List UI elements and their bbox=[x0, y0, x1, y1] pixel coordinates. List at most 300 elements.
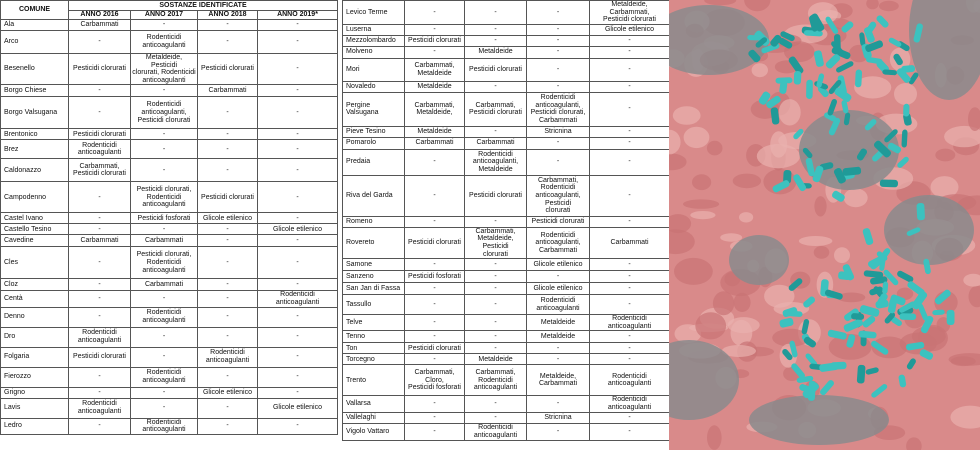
cell-y2019: Rodenticidi anticoagulanti bbox=[590, 396, 670, 412]
pink-crystal bbox=[779, 99, 801, 125]
table-row bbox=[1, 247, 338, 279]
table-row bbox=[343, 216, 670, 227]
cell-y2018: - bbox=[198, 247, 258, 279]
cell-y2016: Carbammati bbox=[405, 137, 465, 149]
cell-y2017: Pesticidi fosforati bbox=[131, 213, 198, 224]
cell-y2019: - bbox=[258, 140, 338, 159]
cell-y2018: - bbox=[198, 20, 258, 31]
cell-y2016: - bbox=[405, 412, 465, 423]
cell-y2016: - bbox=[69, 307, 131, 327]
cell-y2017: Rodenticidi anticoagulanti, Metaldeide bbox=[465, 149, 527, 175]
substances-table-right bbox=[342, 0, 670, 441]
cell-comune: Mori bbox=[343, 58, 405, 81]
cell-y2019: - bbox=[590, 35, 670, 46]
pink-crystal bbox=[894, 83, 917, 105]
gray-rock bbox=[729, 235, 789, 285]
cell-y2019: - bbox=[258, 367, 338, 387]
cell-y2019: - bbox=[590, 216, 670, 227]
cell-y2019: Glicole etilenico bbox=[258, 224, 338, 235]
cell-y2017: - bbox=[465, 283, 527, 295]
cell-comune: Cloz bbox=[1, 279, 69, 291]
cell-y2016: - bbox=[69, 85, 131, 97]
cell-y2019: - bbox=[590, 295, 670, 315]
cell-y2018: - bbox=[527, 58, 590, 81]
cell-y2019: - bbox=[590, 126, 670, 137]
substances-table-left bbox=[0, 0, 338, 435]
table-row bbox=[1, 140, 338, 159]
cell-y2017: Carbammati bbox=[465, 137, 527, 149]
cell-y2016: - bbox=[405, 283, 465, 295]
cell-comune: Rovereto bbox=[343, 227, 405, 258]
cell-comune: Ton bbox=[343, 343, 405, 354]
cell-y2019: - bbox=[590, 283, 670, 295]
cell-y2018: Rodenticidi anticoagulanti bbox=[527, 295, 590, 315]
cell-y2017: - bbox=[465, 1, 527, 25]
cell-y2018: - bbox=[198, 418, 258, 434]
cell-y2018: - bbox=[527, 343, 590, 354]
cell-y2019: Carbammati bbox=[590, 227, 670, 258]
cell-y2016: - bbox=[405, 1, 465, 25]
cell-y2017: Rodenticidi anticoagulanti bbox=[465, 423, 527, 440]
cell-y2017: Carbammati bbox=[131, 235, 198, 247]
cell-comune: Riva del Garda bbox=[343, 175, 405, 216]
cell-y2018: Metaldeide bbox=[527, 331, 590, 343]
cell-y2019: - bbox=[258, 247, 338, 279]
cell-y2019: Glicole etilenico bbox=[258, 398, 338, 418]
cell-y2017: - bbox=[465, 315, 527, 331]
table-row bbox=[343, 227, 670, 258]
cell-comune: Novaledo bbox=[343, 81, 405, 92]
cell-comune: Mezzolombardo bbox=[343, 35, 405, 46]
cell-y2016: Pesticidi clorurati bbox=[405, 343, 465, 354]
table-row bbox=[343, 1, 670, 25]
cell-y2019: - bbox=[258, 327, 338, 347]
table-row bbox=[1, 97, 338, 129]
cell-y2017: Carbammati, Pesticidi clorurati bbox=[465, 92, 527, 126]
table-row bbox=[343, 343, 670, 354]
cell-y2019: - bbox=[590, 331, 670, 343]
cell-y2016: Pesticidi clorurati bbox=[69, 129, 131, 140]
cell-y2016: - bbox=[69, 367, 131, 387]
cell-comune: Ala bbox=[1, 20, 69, 31]
cell-y2017: - bbox=[465, 126, 527, 137]
cell-y2016: Rodenticidi anticoagulanti bbox=[69, 327, 131, 347]
cell-y2018: Glicole etilenico bbox=[527, 283, 590, 295]
table-row bbox=[1, 307, 338, 327]
cell-y2017: Rodenticidi anticoagulanti, Pesticidi clorurati bbox=[131, 97, 198, 129]
cell-y2018: Metaldeide, Carbammati bbox=[527, 365, 590, 396]
cell-y2019: - bbox=[258, 182, 338, 213]
table-row bbox=[1, 327, 338, 347]
cell-y2017: - bbox=[465, 331, 527, 343]
cell-comune: Tassullo bbox=[343, 295, 405, 315]
cell-y2018: - bbox=[527, 271, 590, 283]
cell-y2019: - bbox=[590, 149, 670, 175]
table-row bbox=[1, 129, 338, 140]
cell-comune: Brez bbox=[1, 140, 69, 159]
cell-comune: Campodenno bbox=[1, 182, 69, 213]
cell-y2018: - bbox=[198, 159, 258, 182]
cell-y2018: - bbox=[527, 396, 590, 412]
cell-y2019: Rodenticidi anticoagulanti bbox=[258, 291, 338, 307]
cell-y2016: - bbox=[69, 97, 131, 129]
table-row bbox=[343, 315, 670, 331]
cell-y2018: Stricnina bbox=[527, 412, 590, 423]
header-year-2017: ANNO 2017 bbox=[131, 11, 198, 20]
table-row bbox=[343, 149, 670, 175]
cell-y2018: Rodenticidi anticoagulanti, Pesticidi clorurati, Carbammati bbox=[527, 92, 590, 126]
cell-y2017: Rodenticidi anticoagulanti bbox=[131, 307, 198, 327]
cell-y2017: Rodenticidi anticoagulanti bbox=[131, 418, 198, 434]
cell-y2019: - bbox=[590, 412, 670, 423]
cell-y2017: Pesticidi clorurati bbox=[465, 58, 527, 81]
header-group: SOSTANZE IDENTIFICATE bbox=[69, 1, 338, 11]
cell-y2018: - bbox=[527, 423, 590, 440]
table-row bbox=[343, 295, 670, 315]
pink-crystal bbox=[935, 149, 955, 162]
table-row bbox=[343, 412, 670, 423]
teal-pellet bbox=[857, 365, 866, 384]
cell-y2018: - bbox=[198, 307, 258, 327]
cell-y2016: Metaldeide bbox=[405, 126, 465, 137]
cell-comune: Cavedine bbox=[1, 235, 69, 247]
header-year-2018: ANNO 2018 bbox=[198, 11, 258, 20]
cell-y2017: Metaldeide, Pesticidi clorurati, Rodenticidi anticoagulanti bbox=[132, 54, 196, 84]
cell-y2019: - bbox=[258, 387, 338, 398]
cell-y2017: Pesticidi clorurati, Rodenticidi anticoagulanti bbox=[131, 247, 198, 279]
pink-crystal bbox=[713, 291, 734, 315]
pink-crystal bbox=[799, 236, 833, 246]
cell-y2018: - bbox=[198, 235, 258, 247]
left-table-panel bbox=[0, 0, 337, 450]
cell-y2016: Pesticidi fosforati bbox=[405, 271, 465, 283]
cell-comune: Cles bbox=[1, 247, 69, 279]
cell-y2016: - bbox=[69, 387, 131, 398]
cell-y2016: - bbox=[405, 331, 465, 343]
cell-comune: Torcegno bbox=[343, 354, 405, 365]
cell-y2016: - bbox=[69, 247, 131, 279]
table-row bbox=[1, 347, 338, 367]
table-row bbox=[1, 182, 338, 213]
cell-comune: Romeno bbox=[343, 216, 405, 227]
gray-rock bbox=[749, 395, 889, 445]
cell-y2016: Carbammati, Pesticidi clorurati bbox=[69, 159, 131, 182]
cell-comune: Vallelaghi bbox=[343, 412, 405, 423]
cell-y2016: - bbox=[69, 291, 131, 307]
cell-y2016: - bbox=[405, 46, 465, 58]
cell-y2019: - bbox=[258, 85, 338, 97]
cell-y2016: - bbox=[405, 354, 465, 365]
cell-y2017: Rodenticidi anticoagulanti bbox=[131, 31, 198, 54]
table-row bbox=[343, 396, 670, 412]
cell-y2016: - bbox=[69, 213, 131, 224]
cell-y2018: - bbox=[198, 129, 258, 140]
table-row bbox=[1, 224, 338, 235]
cell-y2018: - bbox=[198, 97, 258, 129]
cell-y2016: Carbammati bbox=[69, 20, 131, 31]
cell-y2016: Metaldeide bbox=[405, 81, 465, 92]
cell-comune: Sanzeno bbox=[343, 271, 405, 283]
cell-y2019: Metaldeide, Carbammati, Pesticidi clorurati bbox=[590, 1, 670, 25]
cell-y2018: Carbammati bbox=[198, 85, 258, 97]
cell-comune: Castel Ivano bbox=[1, 213, 69, 224]
cell-y2019: - bbox=[258, 129, 338, 140]
table-row bbox=[343, 331, 670, 343]
header-year-2019: ANNO 2019* bbox=[258, 11, 338, 20]
pink-crystal bbox=[733, 174, 761, 189]
cell-y2017: Carbammati bbox=[131, 279, 198, 291]
cell-y2017: - bbox=[131, 327, 198, 347]
cell-y2016: Pesticidi clorurati bbox=[405, 227, 465, 258]
cell-y2016: - bbox=[405, 216, 465, 227]
cell-y2018: Glicole etilenico bbox=[198, 213, 258, 224]
cell-y2017: - bbox=[465, 271, 527, 283]
cell-y2018: - bbox=[527, 354, 590, 365]
cell-y2018: Pesticidi clorurati bbox=[198, 54, 258, 85]
cell-y2019: - bbox=[258, 97, 338, 129]
table-row bbox=[1, 20, 338, 31]
cell-y2017: - bbox=[465, 216, 527, 227]
table-row bbox=[343, 175, 670, 216]
pink-crystal bbox=[752, 63, 768, 77]
cell-y2019: - bbox=[590, 343, 670, 354]
cell-y2017: - bbox=[465, 81, 527, 92]
cell-y2016: - bbox=[405, 295, 465, 315]
cell-y2016: Carbammati, Cloro, Pesticidi fosforati bbox=[405, 365, 465, 396]
cell-comune: Pieve Tesino bbox=[343, 126, 405, 137]
table-row bbox=[1, 398, 338, 418]
cell-comune: Grigno bbox=[1, 387, 69, 398]
table-row bbox=[1, 387, 338, 398]
cell-comune: Centà bbox=[1, 291, 69, 307]
cell-y2016: Carbammati, Metaldeide, bbox=[405, 92, 465, 126]
table-row bbox=[343, 35, 670, 46]
teal-pellet bbox=[880, 179, 898, 187]
cell-comune: Samone bbox=[343, 259, 405, 271]
table-row bbox=[343, 126, 670, 137]
cell-y2016: - bbox=[69, 279, 131, 291]
cell-y2019: - bbox=[590, 137, 670, 149]
cell-y2017: - bbox=[131, 140, 198, 159]
cell-y2018: Carbammati, Rodenticidi anticoagulanti, Pesticidi clorurati bbox=[527, 175, 590, 216]
cell-y2019: - bbox=[590, 81, 670, 92]
cell-y2016: - bbox=[69, 31, 131, 54]
cell-comune: Folgaria bbox=[1, 347, 69, 367]
cell-y2017: - bbox=[131, 85, 198, 97]
table-row bbox=[343, 259, 670, 271]
cell-y2016: Carbammati bbox=[69, 235, 131, 247]
cell-y2018: Glicole etilenico bbox=[198, 387, 258, 398]
cell-y2018: Rodenticidi anticoagulanti, Carbammati bbox=[527, 227, 590, 258]
table-row bbox=[1, 54, 338, 85]
pink-crystal bbox=[684, 127, 710, 148]
table-row bbox=[1, 367, 338, 387]
cell-y2016: - bbox=[405, 315, 465, 331]
cell-y2017: Rodenticidi anticoagulanti bbox=[131, 367, 198, 387]
cell-y2019: - bbox=[258, 347, 338, 367]
cell-y2016: Rodenticidi anticoagulanti bbox=[69, 398, 131, 418]
cell-y2018: Rodenticidi anticoagulanti bbox=[198, 347, 258, 367]
cell-comune: Vallarsa bbox=[343, 396, 405, 412]
cell-comune: Arco bbox=[1, 31, 69, 54]
cell-y2019: - bbox=[258, 307, 338, 327]
cell-y2018: - bbox=[527, 1, 590, 25]
right-table-panel bbox=[342, 0, 669, 450]
cell-comune: Caldonazzo bbox=[1, 159, 69, 182]
cell-y2017: - bbox=[131, 398, 198, 418]
cell-comune: Predaia bbox=[343, 149, 405, 175]
cell-y2018: Glicole etilenico bbox=[527, 259, 590, 271]
cell-y2019: Rodenticidi anticoagulanti bbox=[590, 315, 670, 331]
poison-bait-photo bbox=[669, 0, 980, 450]
cell-y2016: - bbox=[405, 175, 465, 216]
table-body-left bbox=[1, 20, 338, 435]
cell-y2019: Rodenticidi anticoagulanti bbox=[590, 365, 670, 396]
cell-y2016: Pesticidi clorurati bbox=[69, 54, 131, 85]
cell-y2019: - bbox=[590, 354, 670, 365]
cell-y2018: - bbox=[527, 35, 590, 46]
cell-comune: Pergine Valsugana bbox=[343, 92, 405, 126]
cell-y2019: - bbox=[590, 58, 670, 81]
cell-comune: Borgo Chiese bbox=[1, 85, 69, 97]
table-row bbox=[343, 423, 670, 440]
cell-comune: Luserna bbox=[343, 24, 405, 35]
table-row bbox=[343, 137, 670, 149]
cell-y2018: - bbox=[198, 31, 258, 54]
cell-y2018: Pesticidi clorurati bbox=[198, 182, 258, 213]
table-row bbox=[1, 291, 338, 307]
cell-y2019: - bbox=[258, 20, 338, 31]
cell-comune: San Jan di Fassa bbox=[343, 283, 405, 295]
cell-comune: Fierozzo bbox=[1, 367, 69, 387]
pink-crystal bbox=[844, 188, 868, 207]
cell-comune: Trento bbox=[343, 365, 405, 396]
cell-y2017: Metaldeide bbox=[465, 46, 527, 58]
cell-y2017: - bbox=[131, 387, 198, 398]
teal-pellet bbox=[855, 69, 862, 87]
cell-comune: Ledro bbox=[1, 418, 69, 434]
cell-y2018: - bbox=[198, 279, 258, 291]
cell-y2017: - bbox=[465, 295, 527, 315]
cell-y2016: - bbox=[69, 418, 131, 434]
table-row bbox=[1, 85, 338, 97]
cell-y2018: - bbox=[527, 149, 590, 175]
cell-comune: Lavis bbox=[1, 398, 69, 418]
table-row bbox=[343, 354, 670, 365]
cell-comune: Brentonico bbox=[1, 129, 69, 140]
table-row bbox=[1, 235, 338, 247]
cell-y2017: - bbox=[131, 20, 198, 31]
cell-y2017: - bbox=[465, 343, 527, 354]
cell-y2017: - bbox=[465, 24, 527, 35]
cell-comune: Castello Tesino bbox=[1, 224, 69, 235]
cell-y2019: - bbox=[590, 423, 670, 440]
table-row bbox=[1, 279, 338, 291]
cell-y2016: Carbammati, Metaldeide bbox=[405, 58, 465, 81]
cell-y2019: - bbox=[258, 235, 338, 247]
cell-y2019: - bbox=[258, 279, 338, 291]
cell-y2019: - bbox=[590, 271, 670, 283]
cell-y2017: Pesticidi clorurati bbox=[465, 175, 527, 216]
pink-crystal bbox=[683, 199, 719, 208]
cell-y2017: Carbammati, Rodenticidi anticoagulanti bbox=[465, 365, 527, 396]
cell-y2018: - bbox=[198, 367, 258, 387]
cell-y2016: Pesticidi clorurati bbox=[69, 347, 131, 367]
table-row bbox=[1, 213, 338, 224]
cell-y2019: - bbox=[258, 159, 338, 182]
cell-y2016: - bbox=[69, 224, 131, 235]
photo-illustration bbox=[669, 0, 980, 450]
cell-comune: Molveno bbox=[343, 46, 405, 58]
cell-y2017: - bbox=[131, 224, 198, 235]
table-row bbox=[1, 31, 338, 54]
cell-y2019: - bbox=[590, 92, 670, 126]
cell-y2018: Metaldeide bbox=[527, 315, 590, 331]
cell-y2019: - bbox=[258, 31, 338, 54]
table-row bbox=[343, 81, 670, 92]
cell-y2019: - bbox=[590, 46, 670, 58]
cell-y2018: Pesticidi clorurati bbox=[527, 216, 590, 227]
teal-pellet bbox=[851, 313, 864, 320]
cell-y2018: - bbox=[198, 140, 258, 159]
cell-y2017: - bbox=[131, 347, 198, 367]
cell-y2017: - bbox=[131, 129, 198, 140]
table-row bbox=[343, 46, 670, 58]
pink-crystal bbox=[720, 233, 742, 241]
teal-pellet bbox=[794, 71, 802, 85]
cell-y2016: - bbox=[405, 396, 465, 412]
cell-y2018: - bbox=[527, 24, 590, 35]
cell-y2019: - bbox=[590, 259, 670, 271]
pink-crystal bbox=[814, 196, 826, 216]
pink-crystal bbox=[707, 425, 722, 450]
pink-crystal bbox=[690, 211, 715, 219]
table-row bbox=[1, 159, 338, 182]
cell-y2018: - bbox=[198, 291, 258, 307]
table-row bbox=[343, 271, 670, 283]
header-comune: COMUNE bbox=[1, 1, 69, 20]
pink-crystal bbox=[673, 106, 701, 125]
cell-y2017: Metaldeide bbox=[465, 354, 527, 365]
pink-crystal bbox=[739, 212, 753, 222]
teal-pellet bbox=[903, 104, 910, 117]
cell-y2016: - bbox=[405, 149, 465, 175]
cell-y2019: - bbox=[258, 54, 338, 85]
pink-crystal bbox=[728, 317, 760, 333]
header-year-2016: ANNO 2016 bbox=[69, 11, 131, 20]
cell-y2017: - bbox=[465, 259, 527, 271]
teal-pellet bbox=[916, 203, 925, 221]
cell-y2017: Carbammati, Metaldeide, Pesticidi clorurati bbox=[465, 227, 527, 258]
cell-comune: Levico Terme bbox=[343, 1, 405, 25]
cell-y2018: - bbox=[198, 224, 258, 235]
cell-y2019: - bbox=[258, 418, 338, 434]
cell-y2016: Rodenticidi anticoagulanti bbox=[69, 140, 131, 159]
pink-crystal bbox=[695, 312, 726, 339]
cell-y2019: - bbox=[258, 213, 338, 224]
table-row bbox=[343, 283, 670, 295]
teal-pellet bbox=[901, 129, 907, 147]
cell-comune: Tenno bbox=[343, 331, 405, 343]
cell-y2017: - bbox=[465, 412, 527, 423]
cell-y2016: - bbox=[405, 24, 465, 35]
cell-y2017: - bbox=[131, 159, 198, 182]
cell-y2018: Stricnina bbox=[527, 126, 590, 137]
cell-y2018: - bbox=[198, 398, 258, 418]
gray-rock bbox=[884, 195, 974, 265]
pink-crystal bbox=[692, 174, 711, 190]
pink-crystal bbox=[674, 258, 713, 285]
